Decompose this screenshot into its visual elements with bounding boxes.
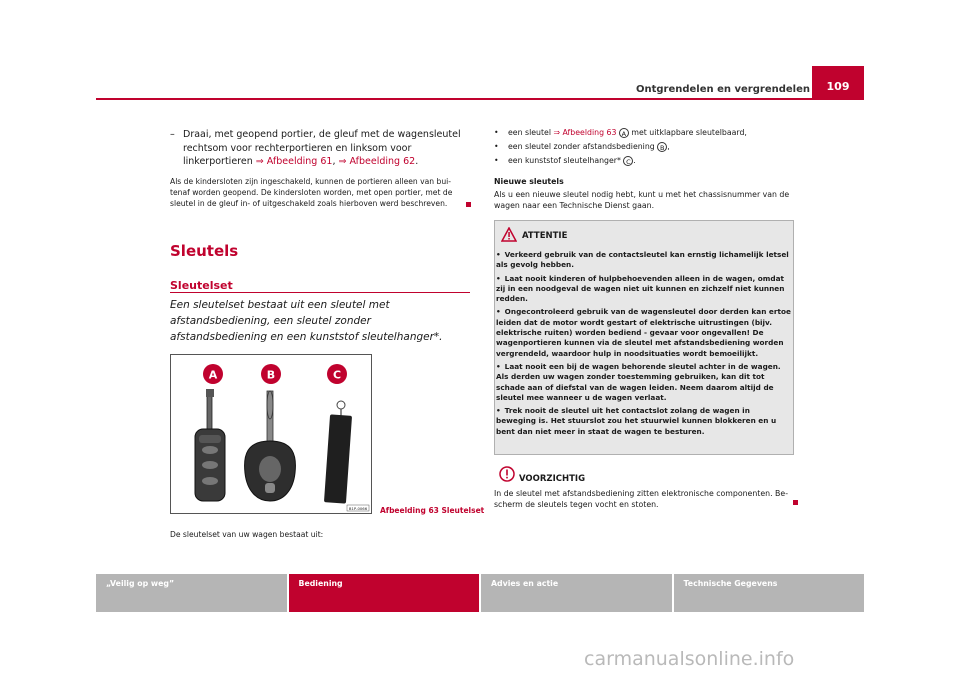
watermark: carmanualsonline.info xyxy=(584,648,795,670)
footer-tab-veilig[interactable]: „Veilig op weg” xyxy=(96,574,287,612)
section-end-marker xyxy=(466,202,471,207)
warning-triangle-icon xyxy=(501,227,517,242)
footer-nav xyxy=(96,574,864,612)
caution-icon xyxy=(499,466,515,482)
remote-key-icon xyxy=(195,389,225,501)
intro-text: Een sleutelset bestaat uit een sleutel met afstandsbediening, een sleutel zonder afstandsbediening en een kunststof sleutelhanger*. xyxy=(170,299,443,343)
footer-tab-technisch[interactable]: Technische Gegevens xyxy=(674,574,865,612)
badge-a: A xyxy=(619,128,629,138)
header-rule xyxy=(96,98,864,100)
badge-c: C xyxy=(623,156,633,166)
key-hanger-icon xyxy=(324,401,352,504)
figure-caption: Afbeelding 63 Sleutelset xyxy=(380,506,485,515)
footer-tab-bediening[interactable]: Bediening xyxy=(289,574,480,612)
warning-item: • Ongecontroleerd gebruik van de wagensleutel door derden kan ertoe leiden dat de motor wordt gestart of elektrische uitrustingen (bijv. elektrische ruiten) worden bediend - gevaar voor ongevallen! De wagenportieren kunnen via de sleutel met afstandsbediening worden vergrendeld, waardoor hulp in noodsituaties wordt bemoeilijkt. xyxy=(496,307,791,358)
list-item: • een kunststof sleutelhanger* C . xyxy=(494,154,794,168)
step-text: Draai, met geopend portier, de gleuf met de wagensleutel rechtsom voor rechterportieren en linksom voor linkerportieren xyxy=(183,129,461,167)
page-number: 109 xyxy=(826,80,850,93)
warning-item: • Laat nooit een bij de wagen behorende sleutel achter in de wagen. Als derden uw wagen zonder toestemming gebruiken, kan dit tot schade aan of diefstal van de wagen leiden. Neem daarom altijd de sleutel mee wanneer u de wagen verlaat. xyxy=(496,361,781,402)
key-set-figure xyxy=(170,354,372,514)
label-a: A xyxy=(208,368,218,382)
label-b: B xyxy=(266,368,276,382)
new-keys-heading: Nieuwe sleutels xyxy=(494,177,564,186)
section-title: Sleutels xyxy=(170,242,239,260)
figure-code: B1P-0066 xyxy=(348,506,368,511)
section-end-marker xyxy=(793,500,798,505)
link-afbeelding-63[interactable]: ⇒ Afbeelding 63 xyxy=(553,128,617,137)
warning-item: • Laat nooit kinderen of hulpbehoevenden alleen in de wagen, omdat zij in een noodgeval de wagen niet uit kunnen en zichzelf niet kunnen redden. xyxy=(496,273,785,304)
step-dash: – xyxy=(170,129,175,140)
keyset-lead-text: De sleutelset van uw wagen bestaat uit: xyxy=(170,530,324,539)
subsection-title: Sleutelset xyxy=(170,279,233,292)
instruction-step: – Draai, met geopend portier, de gleuf met de wagensleutel rechtsom voor rechterportieren en linksom voor linkerportieren ⇒ Afbeelding 61, ⇒ Afbeelding 62. xyxy=(170,129,461,167)
link-afbeelding-61[interactable]: ⇒ Afbeelding 61 xyxy=(255,156,333,167)
warning-title: ATTENTIE xyxy=(522,231,568,241)
caution-text: In de sleutel met afstandsbediening zitten elektronische componenten. Bescherm de sleutels tegen vocht en stoten. xyxy=(494,489,789,509)
page-number-box xyxy=(812,66,864,99)
key-set-illustration xyxy=(171,355,371,513)
keyset-bullet-list xyxy=(494,126,794,168)
running-header: Ontgrendelen en vergrendelen xyxy=(635,84,810,95)
child-lock-note: Als de kindersloten zijn ingeschakeld, kunnen de portieren alleen van buitenaf worden geopend. De kindersloten worden, met open portier, met de sleutel in de gleuf in- of uitgeschakeld zoals hierboven werd beschreven. xyxy=(170,177,453,208)
list-item: • een sleutel zonder afstandsbediening B , xyxy=(494,140,794,154)
new-keys-text: Als u een nieuwe sleutel nodig hebt, kunt u met het chassisnummer van de wagen naar een Technische Dienst gaan. xyxy=(494,190,790,210)
link-afbeelding-62[interactable]: ⇒ Afbeelding 62 xyxy=(338,156,416,167)
caution-title: VOORZICHTIG xyxy=(519,474,586,484)
subsection-rule xyxy=(170,292,470,293)
footer-tab-advies[interactable]: Advies en actie xyxy=(481,574,672,612)
plain-key-icon xyxy=(245,391,296,501)
warning-item: • Verkeerd gebruik van de contactsleutel kan ernstig lichamelijk letsel als gevolg hebben. xyxy=(496,250,789,270)
label-c: C xyxy=(332,368,342,382)
warning-list xyxy=(496,250,792,437)
badge-b: B xyxy=(657,142,667,152)
list-item: • een sleutel ⇒ Afbeelding 63 A met uitklapbare sleutelbaard, xyxy=(494,126,794,140)
warning-item: • Trek nooit de sleutel uit het contactslot zolang de wagen in beweging is. Het stuurslot zou het stuurwiel kunnen blokkeren en u bent dan niet meer in staat de wagen te besturen. xyxy=(496,406,777,436)
